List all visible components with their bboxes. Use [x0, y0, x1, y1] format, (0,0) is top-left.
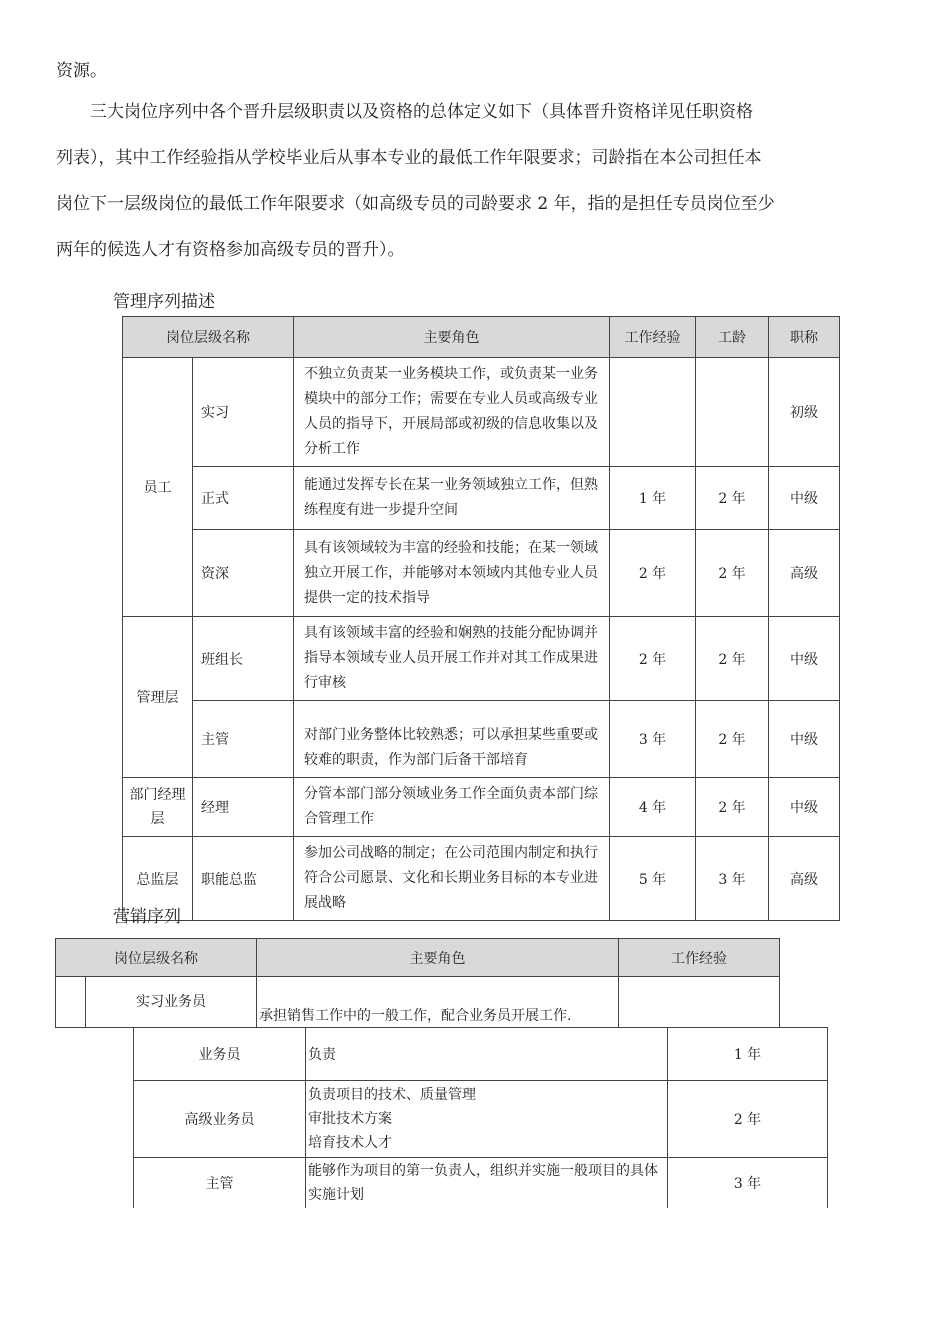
intro-line-4: 两年的候选人才有资格参加高级专员的晋升）。 [56, 240, 405, 260]
sales-header-role: 主要角色 [257, 939, 619, 977]
experience-cell: 2 年 [610, 617, 696, 701]
role-line: 培育技术人才 [308, 1135, 392, 1151]
experience-cell: 1 年 [668, 1028, 828, 1081]
title-cell: 高级 [769, 837, 840, 921]
role-cell: 参加公司战略的制定；在公司范围内制定和执行符合公司愿景、文化和长期业务目标的本专业进展战略 [294, 837, 610, 921]
group-manager-level: 管理层 [123, 617, 193, 778]
intro-line-0: 资源。 [56, 61, 107, 81]
title-cell: 高级 [769, 530, 840, 617]
table-row [123, 358, 840, 467]
role-line: 负责项目的技术、质量管理 [308, 1087, 476, 1103]
table-row [123, 617, 840, 701]
sub-level: 正式 [193, 467, 294, 530]
blank-cell [56, 977, 86, 1028]
role-cell: 具有该领域较为丰富的经验和技能；在某一领域独立开展工作，并能够对本领域内其他专业人员提供一定的技术指导 [294, 530, 610, 617]
sales-level-name: 业务员 [134, 1028, 306, 1081]
group-dept-manager-level: 部门经理层 [123, 778, 193, 837]
role-cell [306, 1081, 668, 1158]
mgmt-header-level: 岗位层级名称 [123, 317, 294, 358]
tenure-cell: 2 年 [696, 701, 769, 778]
mgmt-header-tenure: 工龄 [696, 317, 769, 358]
experience-cell: 3 年 [668, 1158, 828, 1208]
title-cell: 初级 [769, 358, 840, 467]
table-row [134, 1028, 828, 1081]
intro-line-1: 三大岗位序列中各个晋升层级职责以及资格的总体定义如下（具体晋升资格详见任职资格 [90, 102, 753, 122]
role-line: 能够作为项目的第一负责人，组织并实施一般项目的具体实施计划 [308, 1162, 658, 1203]
sub-level: 班组长 [193, 617, 294, 701]
sub-level: 资深 [193, 530, 294, 617]
sales-level-name: 主管 [134, 1158, 306, 1208]
table-row [123, 837, 840, 921]
role-cell: 不独立负责某一业务模块工作，或负责某一业务模块中的部分工作；需要在专业人员或高级专业人员的指导下，开展局部或初级的信息收集以及分析工作 [294, 358, 610, 467]
tenure-cell: 2 年 [696, 467, 769, 530]
mgmt-header-row [123, 317, 840, 358]
tenure-cell: 2 年 [696, 778, 769, 837]
role-cell: 承担销售工作中的一般工作，配合业务员开展工作. [257, 977, 619, 1028]
sub-level: 主管 [193, 701, 294, 778]
mgmt-header-role: 主要角色 [294, 317, 610, 358]
role-line: 审批技术方案 [308, 1111, 392, 1127]
table-row [134, 1158, 828, 1208]
table-row [134, 1081, 828, 1158]
tenure-cell: 3 年 [696, 837, 769, 921]
role-line: 负责 [308, 1047, 336, 1063]
intro-line-3: 岗位下一层级岗位的最低工作年限要求（如高级专员的司龄要求 2 年，指的是担任专员岗位至少 [56, 194, 775, 214]
sales-table-body [133, 1027, 828, 1208]
experience-cell [619, 977, 780, 1028]
group-staff: 员工 [123, 358, 193, 617]
table-row [123, 701, 840, 778]
tenure-cell: 2 年 [696, 530, 769, 617]
sub-level: 经理 [193, 778, 294, 837]
experience-cell: 3 年 [610, 701, 696, 778]
sub-level: 职能总监 [193, 837, 294, 921]
sales-level-name: 实习业务员 [86, 977, 257, 1028]
experience-cell: 2 年 [668, 1081, 828, 1158]
table-row [123, 530, 840, 617]
mgmt-header-title: 职称 [769, 317, 840, 358]
sales-header-level: 岗位层级名称 [56, 939, 257, 977]
mgmt-section-title: 管理序列描述 [113, 292, 215, 312]
table-row [123, 467, 840, 530]
tenure-cell: 2 年 [696, 617, 769, 701]
title-cell: 中级 [769, 701, 840, 778]
experience-cell: 4 年 [610, 778, 696, 837]
role-cell [306, 1158, 668, 1208]
experience-cell: 2 年 [610, 530, 696, 617]
intro-line-2: 列表），其中工作经验指从学校毕业后从事本专业的最低工作年限要求；司龄指在本公司担任本 [56, 148, 762, 168]
sales-header-row [56, 939, 780, 977]
role-cell: 分管本部门部分领域业务工作全面负责本部门综合管理工作 [294, 778, 610, 837]
tenure-cell [696, 358, 769, 467]
group-director-level: 总监层 [123, 837, 193, 921]
sales-level-name: 高级业务员 [134, 1081, 306, 1158]
role-cell [306, 1028, 668, 1081]
sales-header-experience: 工作经验 [619, 939, 780, 977]
title-cell: 中级 [769, 778, 840, 837]
sales-section-title: 营销序列 [113, 907, 181, 927]
role-cell: 对部门业务整体比较熟悉；可以承担某些重要或较难的职责，作为部门后备干部培育 [294, 701, 610, 778]
experience-cell [610, 358, 696, 467]
role-cell: 具有该领域丰富的经验和娴熟的技能分配协调并指导本领域专业人员开展工作并对其工作成果进行审核 [294, 617, 610, 701]
mgmt-header-experience: 工作经验 [610, 317, 696, 358]
table-row [56, 977, 780, 1028]
title-cell: 中级 [769, 467, 840, 530]
title-cell: 中级 [769, 617, 840, 701]
experience-cell: 1 年 [610, 467, 696, 530]
mgmt-table [122, 316, 840, 921]
table-row [123, 778, 840, 837]
experience-cell: 5 年 [610, 837, 696, 921]
sub-level: 实习 [193, 358, 294, 467]
role-cell: 能通过发挥专长在某一业务领域独立工作，但熟练程度有进一步提升空间 [294, 467, 610, 530]
sales-table-head [55, 938, 780, 1028]
